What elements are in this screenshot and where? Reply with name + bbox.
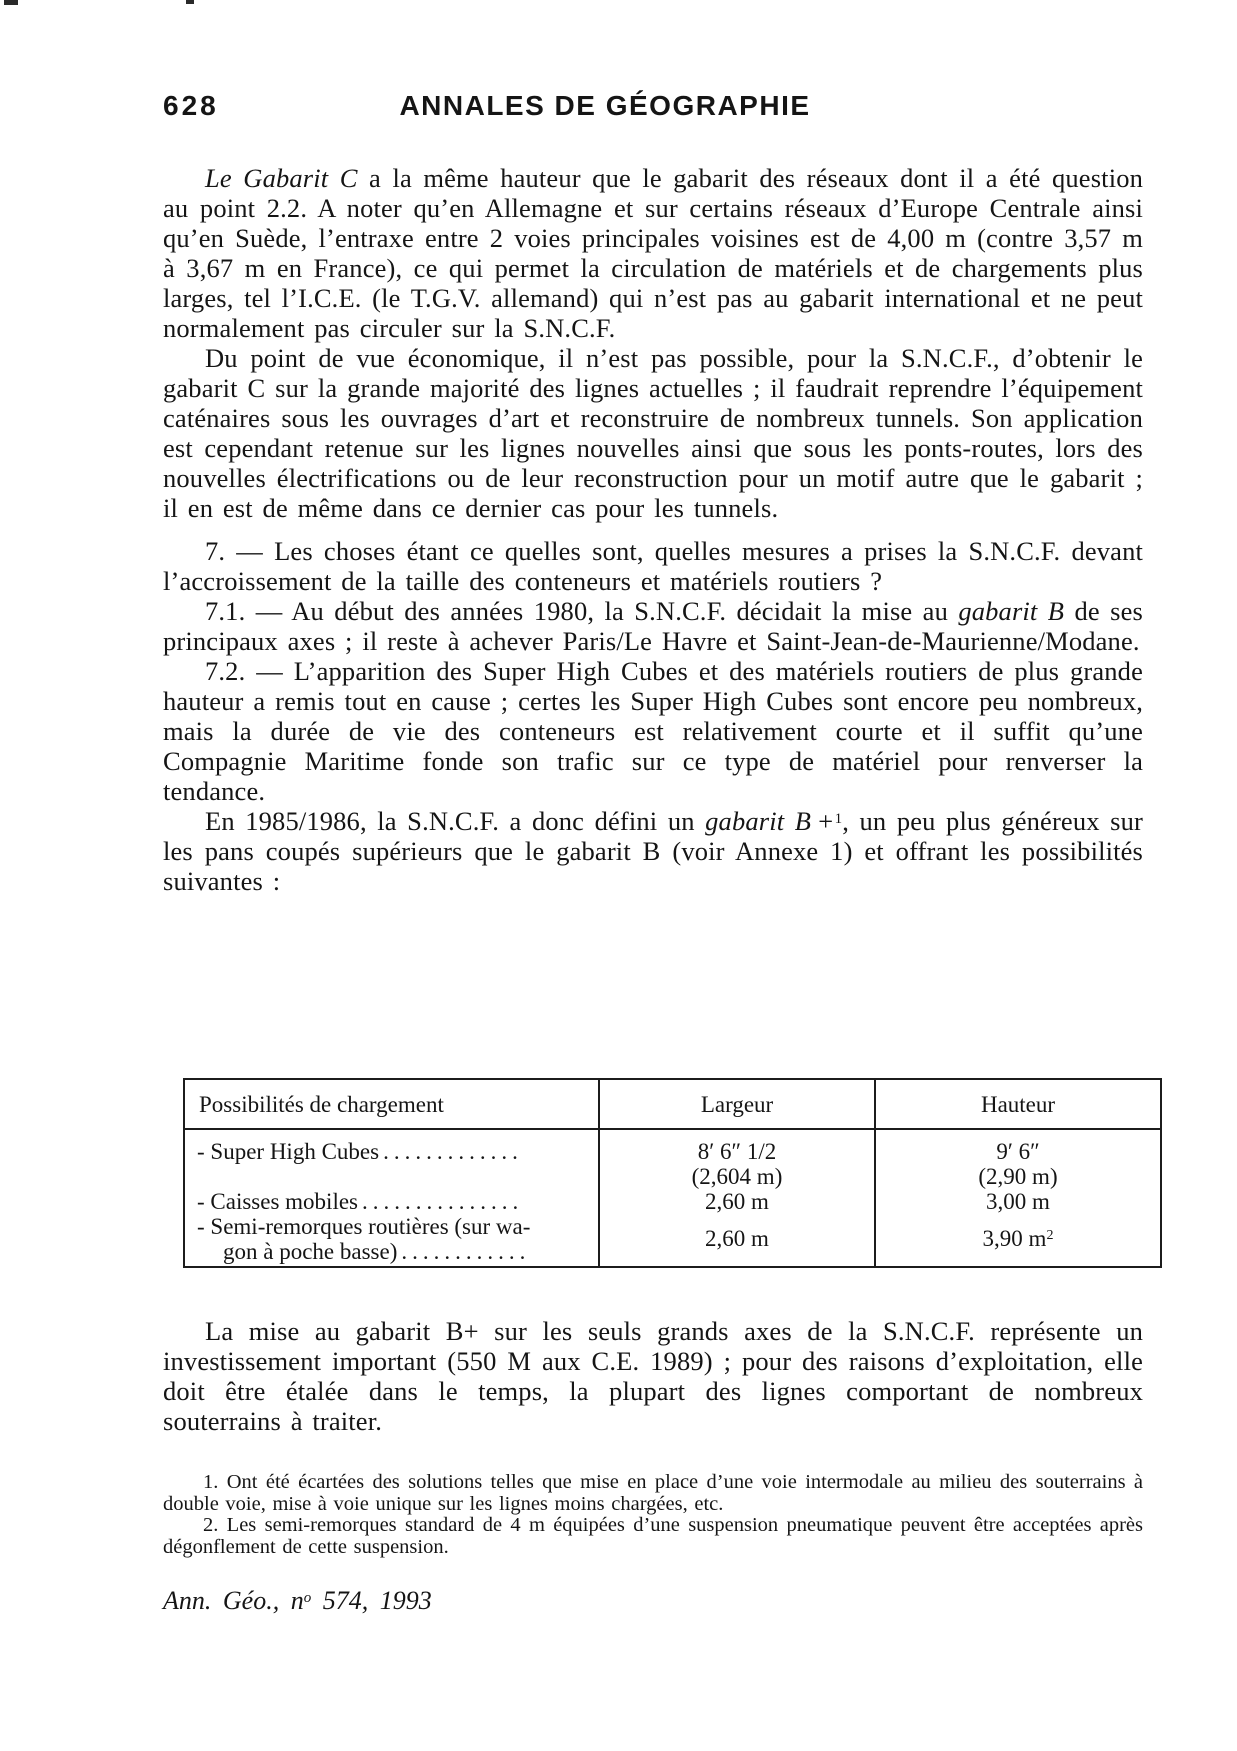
page-header <box>163 88 1143 124</box>
largeur-super-high-cubes-m: (2,604 m) <box>691 1164 783 1189</box>
paragraph-economique <box>163 343 1143 523</box>
column-header-label: Largeur <box>700 1091 774 1117</box>
paragraph-investment-block <box>163 1316 1143 1436</box>
hauteur-super-high-cubes-ft: 9′ 6″ <box>996 1139 1040 1164</box>
dot-leader: ............... <box>362 1189 524 1214</box>
italic-lead: Le Gabarit C <box>205 163 358 193</box>
hauteur-semi-remorques <box>876 1214 1160 1264</box>
citation-text: Ann. Géo., n <box>163 1586 304 1615</box>
table-row-semi-remorques-cont <box>197 1239 592 1264</box>
hauteur-caisses-mobiles: 3,00 m <box>986 1189 1050 1214</box>
paragraph-text: Du point de vue économique, il n’est pas possible, pour la S.N.C.F., d’obtenir le gabarit C sur la grande majorité des lignes actuelles ; il faudrait reprendre l’équipement caténaires sous les ouvrages d’art et reconstruire de nombreux tunnels. Son application est cependant retenue sur les lignes nouvelles ainsi que sous les ponts-routes, lors des nouvelles électrifications ou de leur reconstruction pour un motif autre que le gabarit ; il en est de même dans ce dernier cas pour les tunnels. <box>163 343 1143 523</box>
paragraph-7-2 <box>163 656 1143 806</box>
value: 3,90 m <box>982 1226 1047 1251</box>
paragraph-gabarit-b-plus <box>163 806 1143 896</box>
paragraph-text: La mise au gabarit B+ sur les seuls grands axes de la S.N.C.F. représente un investissement important (550 M aux C.E. 1989) ; pour des raisons d’exploitation, elle doit être étalée dans le temps, la plupart des lignes comportant de nombreux souterrains à traiter. <box>163 1316 1143 1436</box>
footnote-2: 2. Les semi-remorques standard de 4 m équipées d’une suspension pneumatique peuvent être acceptées après dégonflement de cette suspension. <box>163 1514 1143 1558</box>
paragraph-text: 7.2. — L’apparition des Super High Cubes et des matériels routiers de plus grande hauteur a remis tout en cause ; certes les Super High Cubes sont encore peu nombreux, mais la durée de vie des conteneurs est relativement courte et il suffit qu’une Compagnie Maritime fonde son trafic sur ce type de matériel pour renverser la tendance. <box>163 656 1143 806</box>
paragraph-text: En 1985/1986, la S.N.C.F. a donc défini un <box>205 806 706 836</box>
paragraph-7-1 <box>163 596 1143 656</box>
paragraph-text: , un peu plus généreux sur les pans coupés supérieurs que le gabarit B (voir Annexe 1) et offrant les possibilités suivantes : <box>163 806 1143 896</box>
journal-citation <box>163 1586 432 1616</box>
table-row-super-high-cubes <box>197 1139 592 1164</box>
page-number: 628 <box>163 90 219 121</box>
dot-leader: ............ <box>401 1239 531 1264</box>
paragraph-text: a la même hauteur que le gabarit des réseaux dont il a été question au point 2.2. A noter qu’en Allemagne et sur certains réseaux d’Europe Centrale ainsi qu’en Suède, l’entraxe entre 2 voies principales voisines est de 4,00 m (contre 3,57 m à 3,67 m en France), ce qui permet la circulation de matériels et de chargements plus larges, tel l’I.C.E. (le T.G.V. allemand) qui n’est pas au gabarit international et ne peut normalement pas circuler sur la S.N.C.F. <box>163 163 1144 343</box>
table-row-semi-remorques <box>197 1214 592 1239</box>
scan-artifact <box>186 0 194 4</box>
largeur-semi-remorques: 2,60 m <box>705 1226 769 1251</box>
paragraph-text: 7. — Les choses étant ce quelles sont, quelles mesures a prises la S.N.C.F. devant l’accroissement de la taille des conteneurs et matériels routiers ? <box>163 536 1143 596</box>
table-row-caisses-mobiles <box>197 1189 592 1214</box>
paragraph-investment <box>163 1316 1143 1436</box>
table-header-hauteur <box>876 1080 1160 1130</box>
citation-text: 574, 1993 <box>311 1586 432 1615</box>
footnote-reference-1: 1 <box>834 811 843 827</box>
table-row-spacer <box>197 1164 592 1189</box>
row-label: - Super High Cubes <box>197 1139 380 1164</box>
paragraph-text: de ses principaux axes ; il reste à achever Paris/Le Havre et Saint-Jean-de-Maurienne/Modane. <box>163 596 1143 656</box>
scan-artifact <box>4 0 18 5</box>
loading-possibilities-table <box>183 1078 1162 1268</box>
footnotes <box>163 1472 1143 1558</box>
ordinal-o: o <box>303 1590 312 1606</box>
column-header-label: Hauteur <box>980 1091 1056 1117</box>
table-column-largeur <box>600 1130 876 1266</box>
table-header-largeur <box>600 1080 876 1130</box>
column-header-label: Possibilités de chargement <box>199 1091 444 1117</box>
row-label: - Caisses mobiles <box>197 1189 358 1214</box>
hauteur-super-high-cubes-m: (2,90 m) <box>978 1164 1058 1189</box>
table-column-chargement <box>185 1130 600 1266</box>
journal-title: ANNALES DE GÉOGRAPHIE <box>399 90 811 121</box>
italic-gabarit-b-plus: gabarit B + <box>705 806 835 836</box>
row-label: gon à poche basse) <box>223 1239 398 1264</box>
footnote-reference-2: 2 <box>1046 1228 1054 1243</box>
table-column-hauteur <box>876 1130 1160 1266</box>
article-body <box>163 163 1143 896</box>
row-label: - Semi-remorques routières (sur wa- <box>197 1214 531 1239</box>
table-header-possibilites <box>185 1080 600 1130</box>
largeur-caisses-mobiles: 2,60 m <box>705 1189 769 1214</box>
dot-leader: ............. <box>383 1139 523 1164</box>
footnote-1: 1. Ont été écartées des solutions telles que mise en place d’une voie intermodale au milieu des souterrains à double voie, mise à voie unique sur les lignes moins chargées, etc. <box>163 1471 1143 1515</box>
paragraph-text: 7.1. — Au début des années 1980, la S.N.C.F. décidait la mise au <box>205 596 959 626</box>
largeur-super-high-cubes-ft: 8′ 6″ 1/2 <box>697 1139 777 1164</box>
paragraph-question-7 <box>163 536 1143 596</box>
italic-gabarit-b: gabarit B <box>958 596 1065 626</box>
paragraph-gabarit-c <box>163 163 1143 343</box>
